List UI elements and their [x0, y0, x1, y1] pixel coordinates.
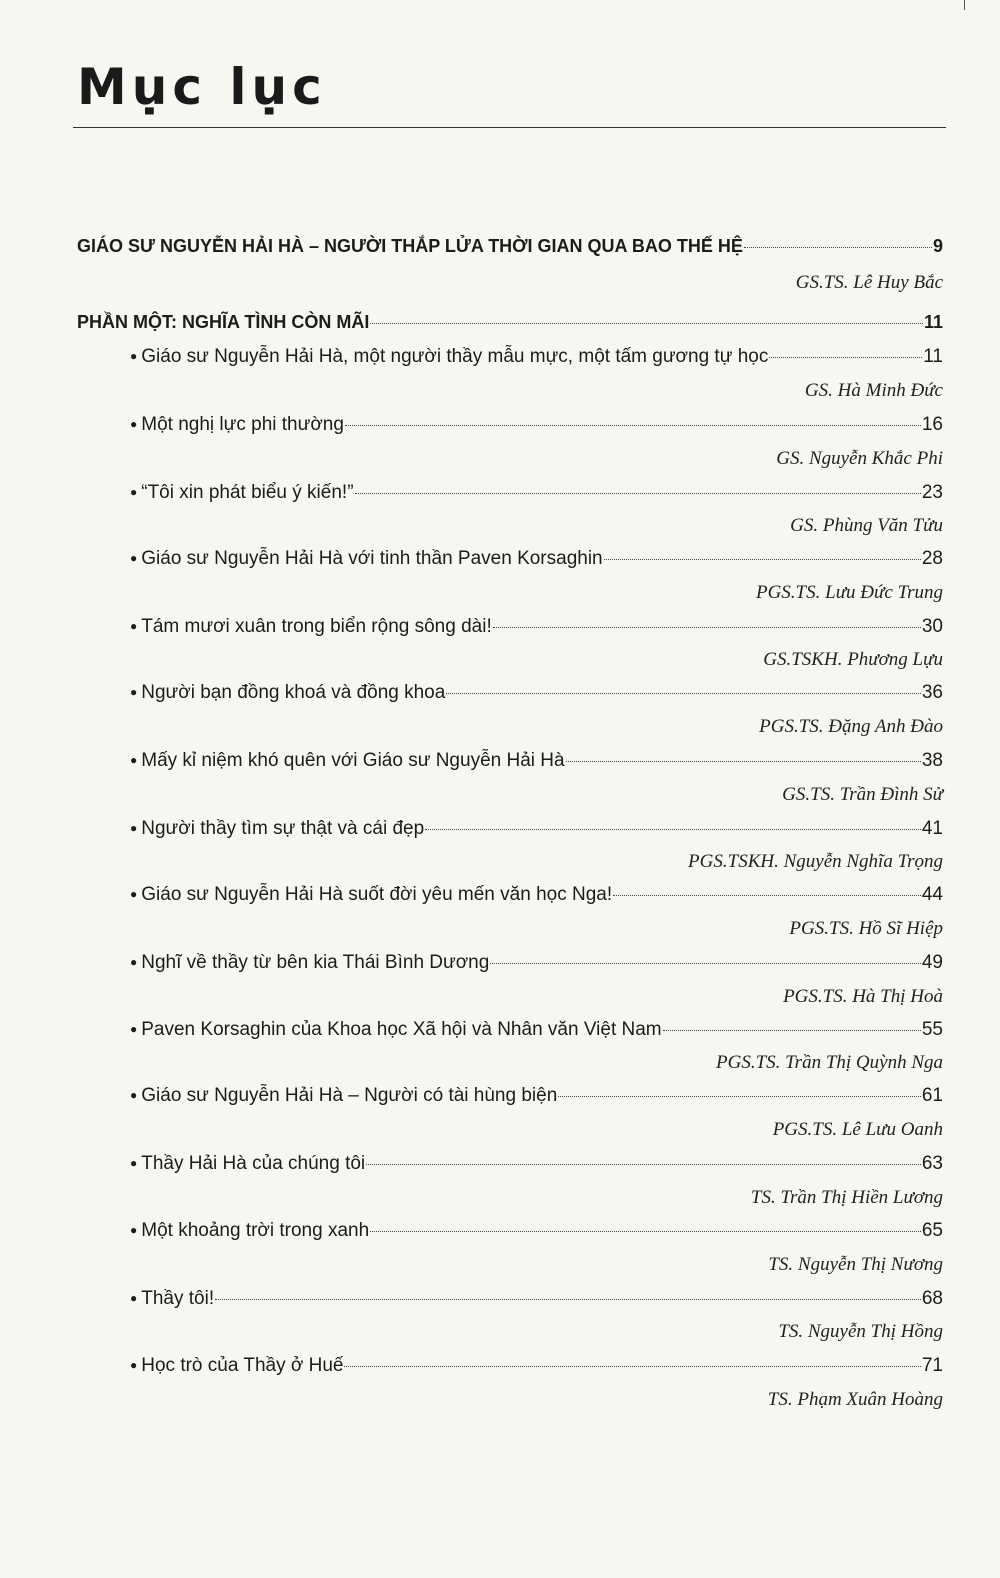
- toc-item[interactable]: [130, 884, 943, 906]
- toc-entry-title: Người bạn đồng khoá và đồng khoa: [141, 682, 446, 703]
- toc-entry-author: GS. Phùng Văn Tửu: [790, 515, 943, 536]
- page-title: Mục lục: [77, 58, 327, 116]
- toc-item[interactable]: [130, 1220, 943, 1242]
- toc-entry-author: TS. Nguyễn Thị Nương: [768, 1254, 943, 1275]
- toc-entry-author: GS.TS. Lê Huy Bắc: [795, 272, 943, 293]
- dot-leader: [345, 425, 921, 426]
- toc-page-number: 36: [921, 682, 943, 703]
- toc-entry-author: GS.TSKH. Phương Lựu: [763, 649, 943, 670]
- title-divider: [73, 127, 946, 128]
- dot-leader: [613, 895, 921, 896]
- bullet-icon: ●: [130, 349, 138, 363]
- toc-entry-author: TS. Nguyễn Thị Hồng: [778, 1321, 943, 1342]
- toc-entry-title: Giáo sư Nguyễn Hải Hà với tinh thần Paven Korsaghin: [141, 548, 603, 569]
- dot-leader: [370, 323, 923, 324]
- dot-leader: [355, 493, 921, 494]
- toc-item[interactable]: [130, 482, 943, 504]
- bullet-icon: ●: [130, 417, 138, 431]
- dot-leader: [366, 1164, 921, 1165]
- toc-section-part-one[interactable]: [77, 312, 943, 333]
- bullet-icon: ●: [130, 485, 138, 499]
- toc-page-number: 55: [921, 1019, 943, 1040]
- dot-leader: [566, 761, 921, 762]
- toc-item[interactable]: [130, 1019, 943, 1041]
- toc-item[interactable]: [130, 952, 943, 974]
- bullet-icon: ●: [130, 685, 138, 699]
- toc-entry-author: PGS.TS. Lê Lưu Oanh: [772, 1119, 943, 1140]
- toc-item[interactable]: [130, 1355, 943, 1377]
- toc-entry-title: Giáo sư Nguyễn Hải Hà suốt đời yêu mến văn học Nga!: [141, 884, 613, 905]
- toc-item[interactable]: [130, 414, 943, 436]
- bullet-icon: ●: [130, 1088, 138, 1102]
- toc-page-number: 30: [921, 616, 943, 637]
- toc-entry-title: PHẦN MỘT: NGHĨA TÌNH CÒN MÃI: [77, 312, 370, 332]
- bullet-icon: ●: [130, 955, 138, 969]
- dot-leader: [744, 247, 932, 248]
- toc-item[interactable]: [130, 1288, 943, 1310]
- bullet-icon: ●: [130, 753, 138, 767]
- toc-page-number: 38: [921, 750, 943, 771]
- toc-item[interactable]: [130, 1153, 943, 1175]
- bullet-icon: ●: [130, 1223, 138, 1237]
- toc-entry-title: Paven Korsaghin của Khoa học Xã hội và Nhân văn Việt Nam: [141, 1019, 662, 1040]
- toc-entry-title: Tám mươi xuân trong biển rộng sông dài!: [141, 616, 492, 637]
- toc-entry-author: TS. Trần Thị Hiền Lương: [750, 1187, 943, 1208]
- toc-section-intro[interactable]: [77, 236, 943, 257]
- bullet-icon: ●: [130, 1291, 138, 1305]
- toc-page-number: 11: [923, 346, 943, 367]
- toc-item[interactable]: [130, 616, 943, 638]
- toc-page-number: 11: [923, 312, 943, 332]
- bullet-icon: ●: [130, 887, 138, 901]
- toc-entry-title: Một khoảng trời trong xanh: [141, 1220, 370, 1241]
- toc-entry-title: Nghĩ về thầy từ bên kia Thái Bình Dương: [141, 952, 490, 973]
- toc-page-number: 41: [921, 818, 943, 839]
- toc-page-number: 9: [932, 236, 943, 256]
- dot-leader: [490, 963, 921, 964]
- toc-entry-title: Giáo sư Nguyễn Hải Hà – Người có tài hùng biện: [141, 1085, 558, 1106]
- toc-page-number: 49: [921, 952, 943, 973]
- toc-page-number: 23: [921, 482, 943, 503]
- dot-leader: [215, 1299, 921, 1300]
- toc-item[interactable]: [130, 818, 943, 840]
- toc-entry-author: PGS.TS. Đặng Anh Đào: [759, 716, 943, 737]
- page-edge-mark: [964, 0, 965, 10]
- dot-leader: [344, 1366, 920, 1367]
- dot-leader: [663, 1030, 921, 1031]
- toc-page-number: 16: [921, 414, 943, 435]
- toc-page-number: 61: [921, 1085, 943, 1106]
- dot-leader: [425, 829, 921, 830]
- toc-page-number: 71: [921, 1355, 943, 1376]
- toc-item[interactable]: [130, 1085, 943, 1107]
- bullet-icon: ●: [130, 619, 138, 633]
- dot-leader: [558, 1096, 921, 1097]
- toc-page-number: 44: [921, 884, 943, 905]
- toc-entry-author: PGS.TS. Trần Thị Quỳnh Nga: [716, 1052, 943, 1073]
- dot-leader: [604, 559, 921, 560]
- toc-entry-title: Một nghị lực phi thường: [141, 414, 344, 435]
- toc-entry-title: GIÁO SƯ NGUYỄN HẢI HÀ – NGƯỜI THẮP LỬA THỜI GIAN QUA BAO THẾ HỆ: [77, 236, 743, 256]
- toc-item[interactable]: [130, 682, 943, 704]
- bullet-icon: ●: [130, 821, 138, 835]
- bullet-icon: ●: [130, 1022, 138, 1036]
- toc-entry-title: “Tôi xin phát biểu ý kiến!”: [141, 482, 354, 503]
- bullet-icon: ●: [130, 551, 138, 565]
- toc-entry-title: Giáo sư Nguyễn Hải Hà, một người thầy mẫu mực, một tấm gương tự học: [141, 346, 769, 367]
- bullet-icon: ●: [130, 1358, 138, 1372]
- dot-leader: [370, 1231, 921, 1232]
- toc-page-number: 65: [921, 1220, 943, 1241]
- toc-entry-title: Thầy tôi!: [141, 1288, 215, 1309]
- toc-entry-title: Mấy kỉ niệm khó quên với Giáo sư Nguyễn Hải Hà: [141, 750, 565, 771]
- toc-item[interactable]: [130, 548, 943, 570]
- toc-entry-title: Thầy Hải Hà của chúng tôi: [141, 1153, 366, 1174]
- toc-page-number: 68: [921, 1288, 943, 1309]
- toc-page-number: 28: [921, 548, 943, 569]
- toc-item[interactable]: [130, 346, 943, 368]
- toc-entry-author: PGS.TSKH. Nguyễn Nghĩa Trọng: [688, 851, 943, 872]
- toc-entry-author: GS.TS. Trần Đình Sử: [782, 784, 943, 805]
- toc-entry-author: GS. Nguyễn Khắc Phi: [776, 448, 943, 469]
- dot-leader: [493, 627, 921, 628]
- dot-leader: [769, 357, 922, 358]
- toc-entry-author: GS. Hà Minh Đức: [804, 380, 943, 401]
- toc-item[interactable]: [130, 750, 943, 772]
- toc-entry-title: Người thầy tìm sự thật và cái đẹp: [141, 818, 425, 839]
- toc-entry-author: PGS.TS. Hà Thị Hoà: [783, 986, 943, 1007]
- dot-leader: [446, 693, 921, 694]
- toc-entry-author: PGS.TS. Lưu Đức Trung: [755, 582, 943, 603]
- toc-page-number: 63: [921, 1153, 943, 1174]
- toc-entry-author: PGS.TS. Hồ Sĩ Hiệp: [789, 918, 943, 939]
- toc-entry-title: Học trò của Thầy ở Huế: [141, 1355, 344, 1376]
- bullet-icon: ●: [130, 1156, 138, 1170]
- toc-entry-author: TS. Phạm Xuân Hoàng: [767, 1389, 943, 1410]
